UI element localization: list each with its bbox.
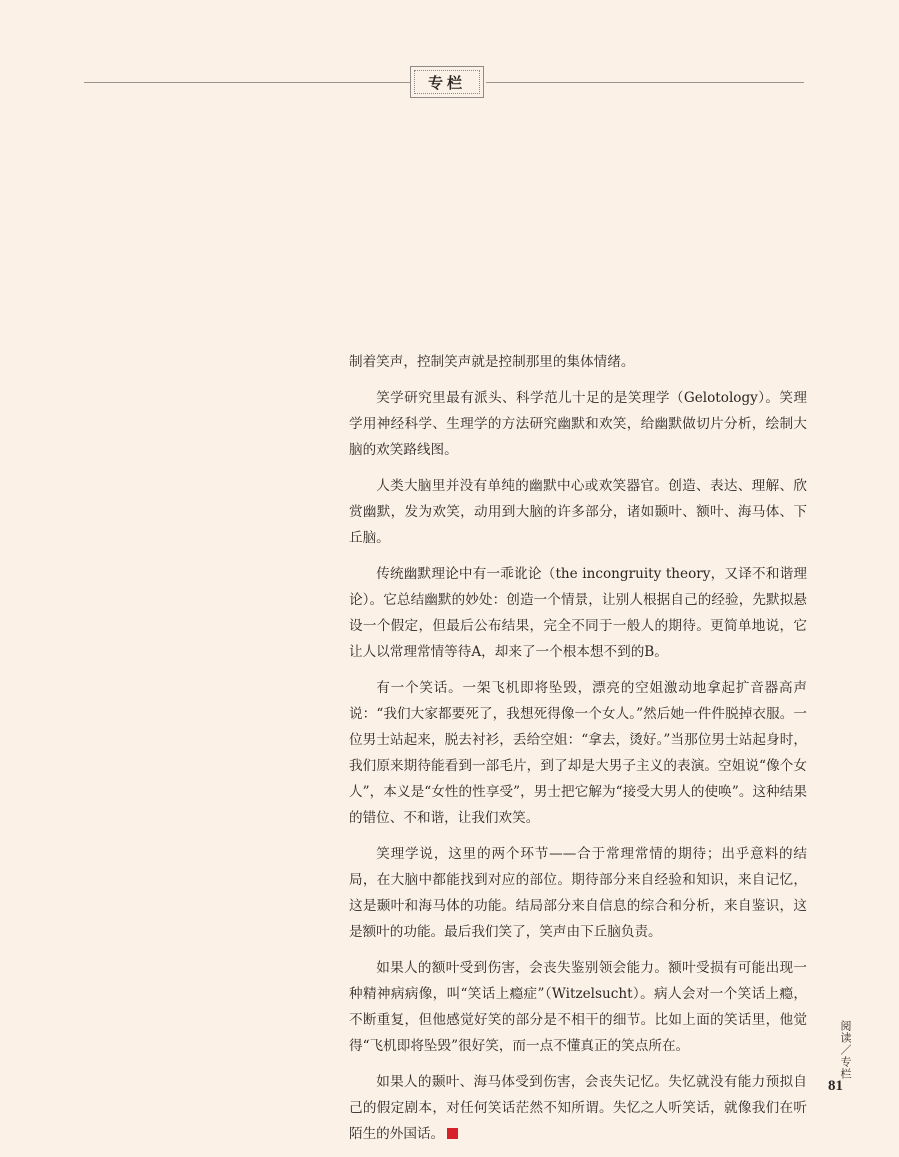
header-rule-left xyxy=(84,82,410,83)
paragraph: 笑学研究里最有派头、科学范儿十足的是笑理学（Gelotology）。笑理学用神经科学、生理学的方法研究幽默和欢笑，给幽默做切片分析，绘制大脑的欢笑路线图。 xyxy=(349,390,807,458)
side-label-top: 阅读 xyxy=(839,1020,852,1044)
paragraph: 制着笑声，控制笑声就是控制那里的集体情绪。 xyxy=(349,354,635,370)
article-body xyxy=(349,349,807,1157)
paragraph: 传统幽默理论中有一乖讹论（the incongruity theory，又译不和谐理论）。它总结幽默的妙处：创造一个情景，让别人根据自己的经验，先默拟悬设一个假定，但最后公布结果，完全不同于一般人的期待。更简单地说，它让人以常理常情等待A，却来了一个根本想不到的B。 xyxy=(349,566,807,660)
slash-divider: ／ xyxy=(839,1044,852,1056)
paragraph-text: 如果人的颞叶、海马体受到伤害，会丧失记忆。失忆就没有能力预拟自己的假定剧本，对任何笑话茫然不知所谓。失忆之人听笑话，就像我们在听陌生的外国话。 xyxy=(349,1074,807,1142)
paragraph: 有一个笑话。一架飞机即将坠毁，漂亮的空姐激动地拿起扩音器高声说：“我们大家都要死了，我想死得像一个女人。”然后她一件件脱掉衣服。一位男士站起来，脱去衬衫，丢给空姐：“拿去，烫好。”当那位男士站起身时，我们原来期待能看到一部毛片，到了却是大男子主义的表演。空姐说“像个女人”，本义是“女性的性享受”，男士把它解为“接受大男人的使唤”。这种结果的错位、不和谐，让我们欢笑。 xyxy=(349,680,807,826)
side-label-bottom: 专栏 xyxy=(839,1056,852,1080)
end-mark-icon xyxy=(447,1128,458,1139)
section-label: 专栏 xyxy=(414,70,480,94)
side-section-label xyxy=(832,1020,852,1080)
paragraph: 人类大脑里并没有单纯的幽默中心或欢笑器官。创造、表达、理解、欣赏幽默，发为欢笑，动用到大脑的许多部分，诸如颞叶、额叶、海马体、下丘脑。 xyxy=(349,478,807,546)
paragraph: 如果人的额叶受到伤害，会丧失鉴别领会能力。额叶受损有可能出现一种精神病病像，叫“笑话上瘾症”（Witzelsucht）。病人会对一个笑话上瘾，不断重复，但他感觉好笑的部分是不相干的细节。比如上面的笑话里，他觉得“飞机即将坠毁”很好笑，而一点不懂真正的笑点所在。 xyxy=(349,960,807,1054)
paragraph: 笑理学说，这里的两个环节——合于常理常情的期待；出乎意料的结局，在大脑中都能找到对应的部位。期待部分来自经验和知识，来自记忆，这是颞叶和海马体的功能。结局部分来自信息的综合和分析，来自鉴识，这是额叶的功能。最后我们笑了，笑声由下丘脑负责。 xyxy=(349,846,807,940)
last-paragraph xyxy=(349,1069,807,1147)
header-rule-right xyxy=(486,82,804,83)
section-header-box xyxy=(410,66,484,98)
page-number: 81 xyxy=(828,1078,843,1094)
